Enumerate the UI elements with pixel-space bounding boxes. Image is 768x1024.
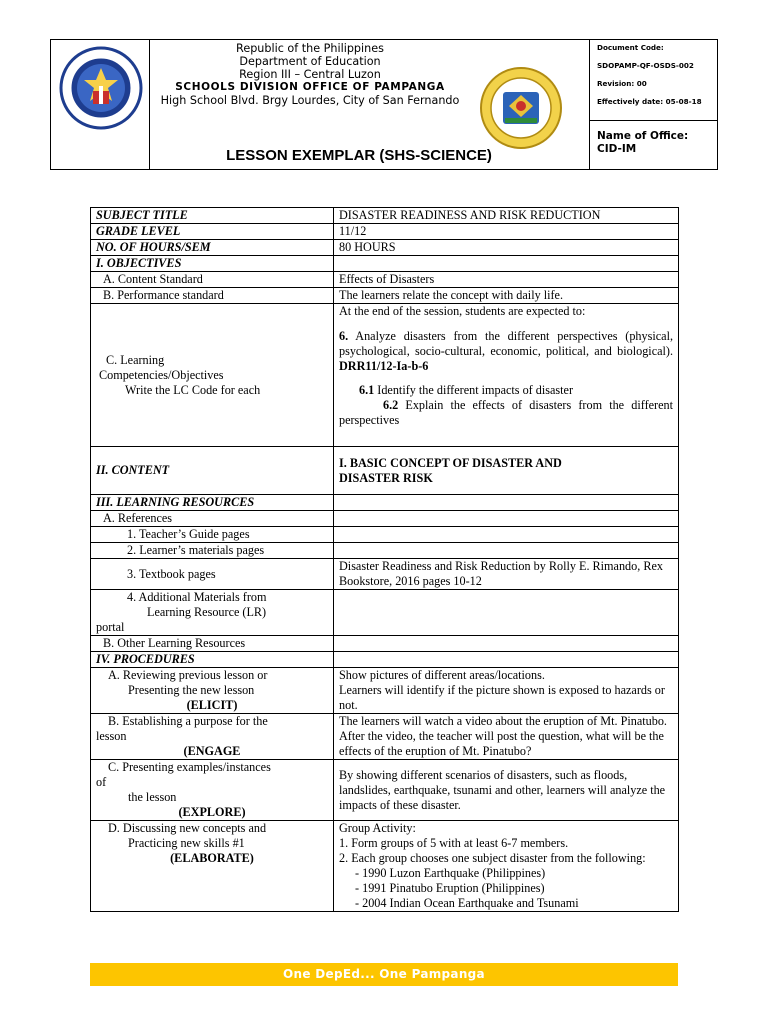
learners-materials-label: 2. Learner’s materials pages bbox=[91, 543, 334, 559]
header-divider bbox=[149, 40, 150, 169]
references-label: A. References bbox=[91, 511, 334, 527]
header-divider bbox=[589, 120, 717, 121]
table-row bbox=[91, 636, 679, 652]
performance-standard-value: The learners relate the concept with daily life. bbox=[334, 288, 679, 304]
list-item: - 1990 Luzon Earthquake (Philippines) bbox=[355, 866, 546, 880]
table-row bbox=[91, 668, 679, 714]
content-heading: II. CONTENT bbox=[91, 447, 334, 495]
document-header bbox=[50, 39, 718, 170]
procedure-d-label: D. Discussing new concepts and Practicing new skills #1 (ELABORATE) bbox=[91, 821, 334, 912]
table-row bbox=[91, 527, 679, 543]
table-row bbox=[91, 590, 679, 636]
table-row bbox=[91, 495, 679, 511]
footer-banner: One DepEd... One Pampanga bbox=[90, 963, 678, 986]
lesson-table bbox=[90, 207, 679, 912]
additional-materials-label: 4. Additional Materials from Learning Resource (LR) portal bbox=[91, 590, 334, 636]
procedure-b-label: B. Establishing a purpose for the lesson (ENGAGE bbox=[91, 714, 334, 760]
division-line: SCHOOLS DIVISION OFFICE OF PAMPANGA bbox=[175, 81, 445, 93]
table-row bbox=[91, 208, 679, 224]
teachers-guide-label: 1. Teacher’s Guide pages bbox=[91, 527, 334, 543]
table-row bbox=[91, 304, 679, 447]
learning-resources-heading: III. LEARNING RESOURCES bbox=[91, 495, 334, 511]
content-standard-label: A. Content Standard bbox=[91, 272, 334, 288]
textbook-pages-label: 3. Textbook pages bbox=[91, 559, 334, 590]
office-label: Name of Office: bbox=[597, 130, 689, 142]
textbook-pages-value: Disaster Readiness and Risk Reduction by Rolly E. Rimando, Rex Bookstore, 2016 pages 10-12 bbox=[334, 559, 679, 590]
office-info bbox=[597, 130, 717, 156]
other-resources-label: B. Other Learning Resources bbox=[91, 636, 334, 652]
performance-standard-label: B. Performance standard bbox=[91, 288, 334, 304]
grade-level-value: 11/12 bbox=[334, 224, 679, 240]
table-row bbox=[91, 652, 679, 668]
learning-competencies-value: At the end of the session, students are expected to: 6. Analyze disasters from the different perspectives (physical, psychological, socio-cultural, economic, political, and biological). DRR11/12-Ia-b-6 6.1 Identify the different impacts of disaster 6.2 Explain the effects of disasters from the different perspectives bbox=[334, 304, 679, 447]
lc-code: DRR11/12-Ia-b-6 bbox=[339, 359, 429, 373]
table-row bbox=[91, 543, 679, 559]
doc-code: SDOPAMP-QF-OSDS-002 bbox=[597, 61, 694, 70]
procedure-d-value: Group Activity: 1. Form groups of 5 with at least 6-7 members. 2. Each group chooses one subject disaster from the following: - 1990 Luzon Earthquake (Philippines) - 1991 Pinatubo Eruption (Philippines) - 2004 Indian Ocean Earthquake and Tsunami bbox=[334, 821, 679, 912]
phase-explore: (EXPLORE) bbox=[178, 805, 246, 819]
header-divider bbox=[589, 40, 590, 169]
grade-level-label: GRADE LEVEL bbox=[91, 224, 334, 240]
table-row bbox=[91, 821, 679, 912]
header-address-block bbox=[151, 42, 469, 107]
region-line: Region III – Central Luzon bbox=[239, 68, 381, 81]
subject-title-label: SUBJECT TITLE bbox=[91, 208, 334, 224]
deped-seal-icon bbox=[59, 46, 143, 130]
table-row bbox=[91, 714, 679, 760]
phase-engage: (ENGAGE bbox=[183, 744, 241, 758]
table-row bbox=[91, 447, 679, 495]
table-row bbox=[91, 272, 679, 288]
phase-elicit: (ELICIT) bbox=[186, 698, 238, 712]
content-standard-value: Effects of Disasters bbox=[334, 272, 679, 288]
procedure-a-value: Show pictures of different areas/locations. Learners will identify if the picture shown is exposed to hazards or not. bbox=[334, 668, 679, 714]
content-value: I. BASIC CONCEPT OF DISASTER AND DISASTER RISK bbox=[334, 447, 679, 495]
procedure-c-label: C. Presenting examples/instances of the lesson (EXPLORE) bbox=[91, 760, 334, 821]
procedures-heading: IV. PROCEDURES bbox=[91, 652, 334, 668]
page-title: LESSON EXEMPLAR (SHS-SCIENCE) bbox=[226, 147, 492, 164]
learning-competencies-label: C. Learning Competencies/Objectives Write the LC Code for each bbox=[91, 304, 334, 447]
doc-code-label: Document Code: bbox=[597, 43, 664, 52]
document-info bbox=[597, 43, 717, 115]
revision: Revision: 00 bbox=[597, 79, 647, 88]
table-row bbox=[91, 240, 679, 256]
republic-line: Republic of the Philippines bbox=[236, 42, 384, 55]
list-item: - 1991 Pinatubo Eruption (Philippines) bbox=[355, 881, 545, 895]
list-item: - 2004 Indian Ocean Earthquake and Tsunami bbox=[355, 896, 579, 910]
procedure-b-value: The learners will watch a video about the eruption of Mt. Pinatubo. After the video, the teacher will post the question, what will be the effects of the eruption of Mt. Pinatubo? bbox=[334, 714, 679, 760]
table-row bbox=[91, 760, 679, 821]
department-line: Department of Education bbox=[239, 55, 381, 68]
table-row bbox=[91, 559, 679, 590]
procedure-c-value: By showing different scenarios of disasters, such as floods, landslides, earthquake, tsunami and other, learners will analyze the impacts of these disaster. bbox=[334, 760, 679, 821]
table-row bbox=[91, 511, 679, 527]
table-row bbox=[91, 288, 679, 304]
table-row bbox=[91, 224, 679, 240]
objectives-heading: I. OBJECTIVES bbox=[91, 256, 334, 272]
phase-elaborate: (ELABORATE) bbox=[170, 851, 254, 865]
office-value: CID-IM bbox=[597, 143, 637, 155]
effective-date: Effectively date: 05-08-18 bbox=[597, 97, 702, 106]
subject-title-value: DISASTER READINESS AND RISK REDUCTION bbox=[334, 208, 679, 224]
division-seal-icon bbox=[479, 66, 563, 150]
table-row bbox=[91, 256, 679, 272]
address-line: High School Blvd. Brgy Lourdes, City of San Fernando bbox=[160, 94, 460, 107]
procedure-a-label: A. Reviewing previous lesson or Presenting the new lesson (ELICIT) bbox=[91, 668, 334, 714]
hours-value: 80 HOURS bbox=[334, 240, 679, 256]
hours-label: NO. OF HOURS/SEM bbox=[91, 240, 334, 256]
